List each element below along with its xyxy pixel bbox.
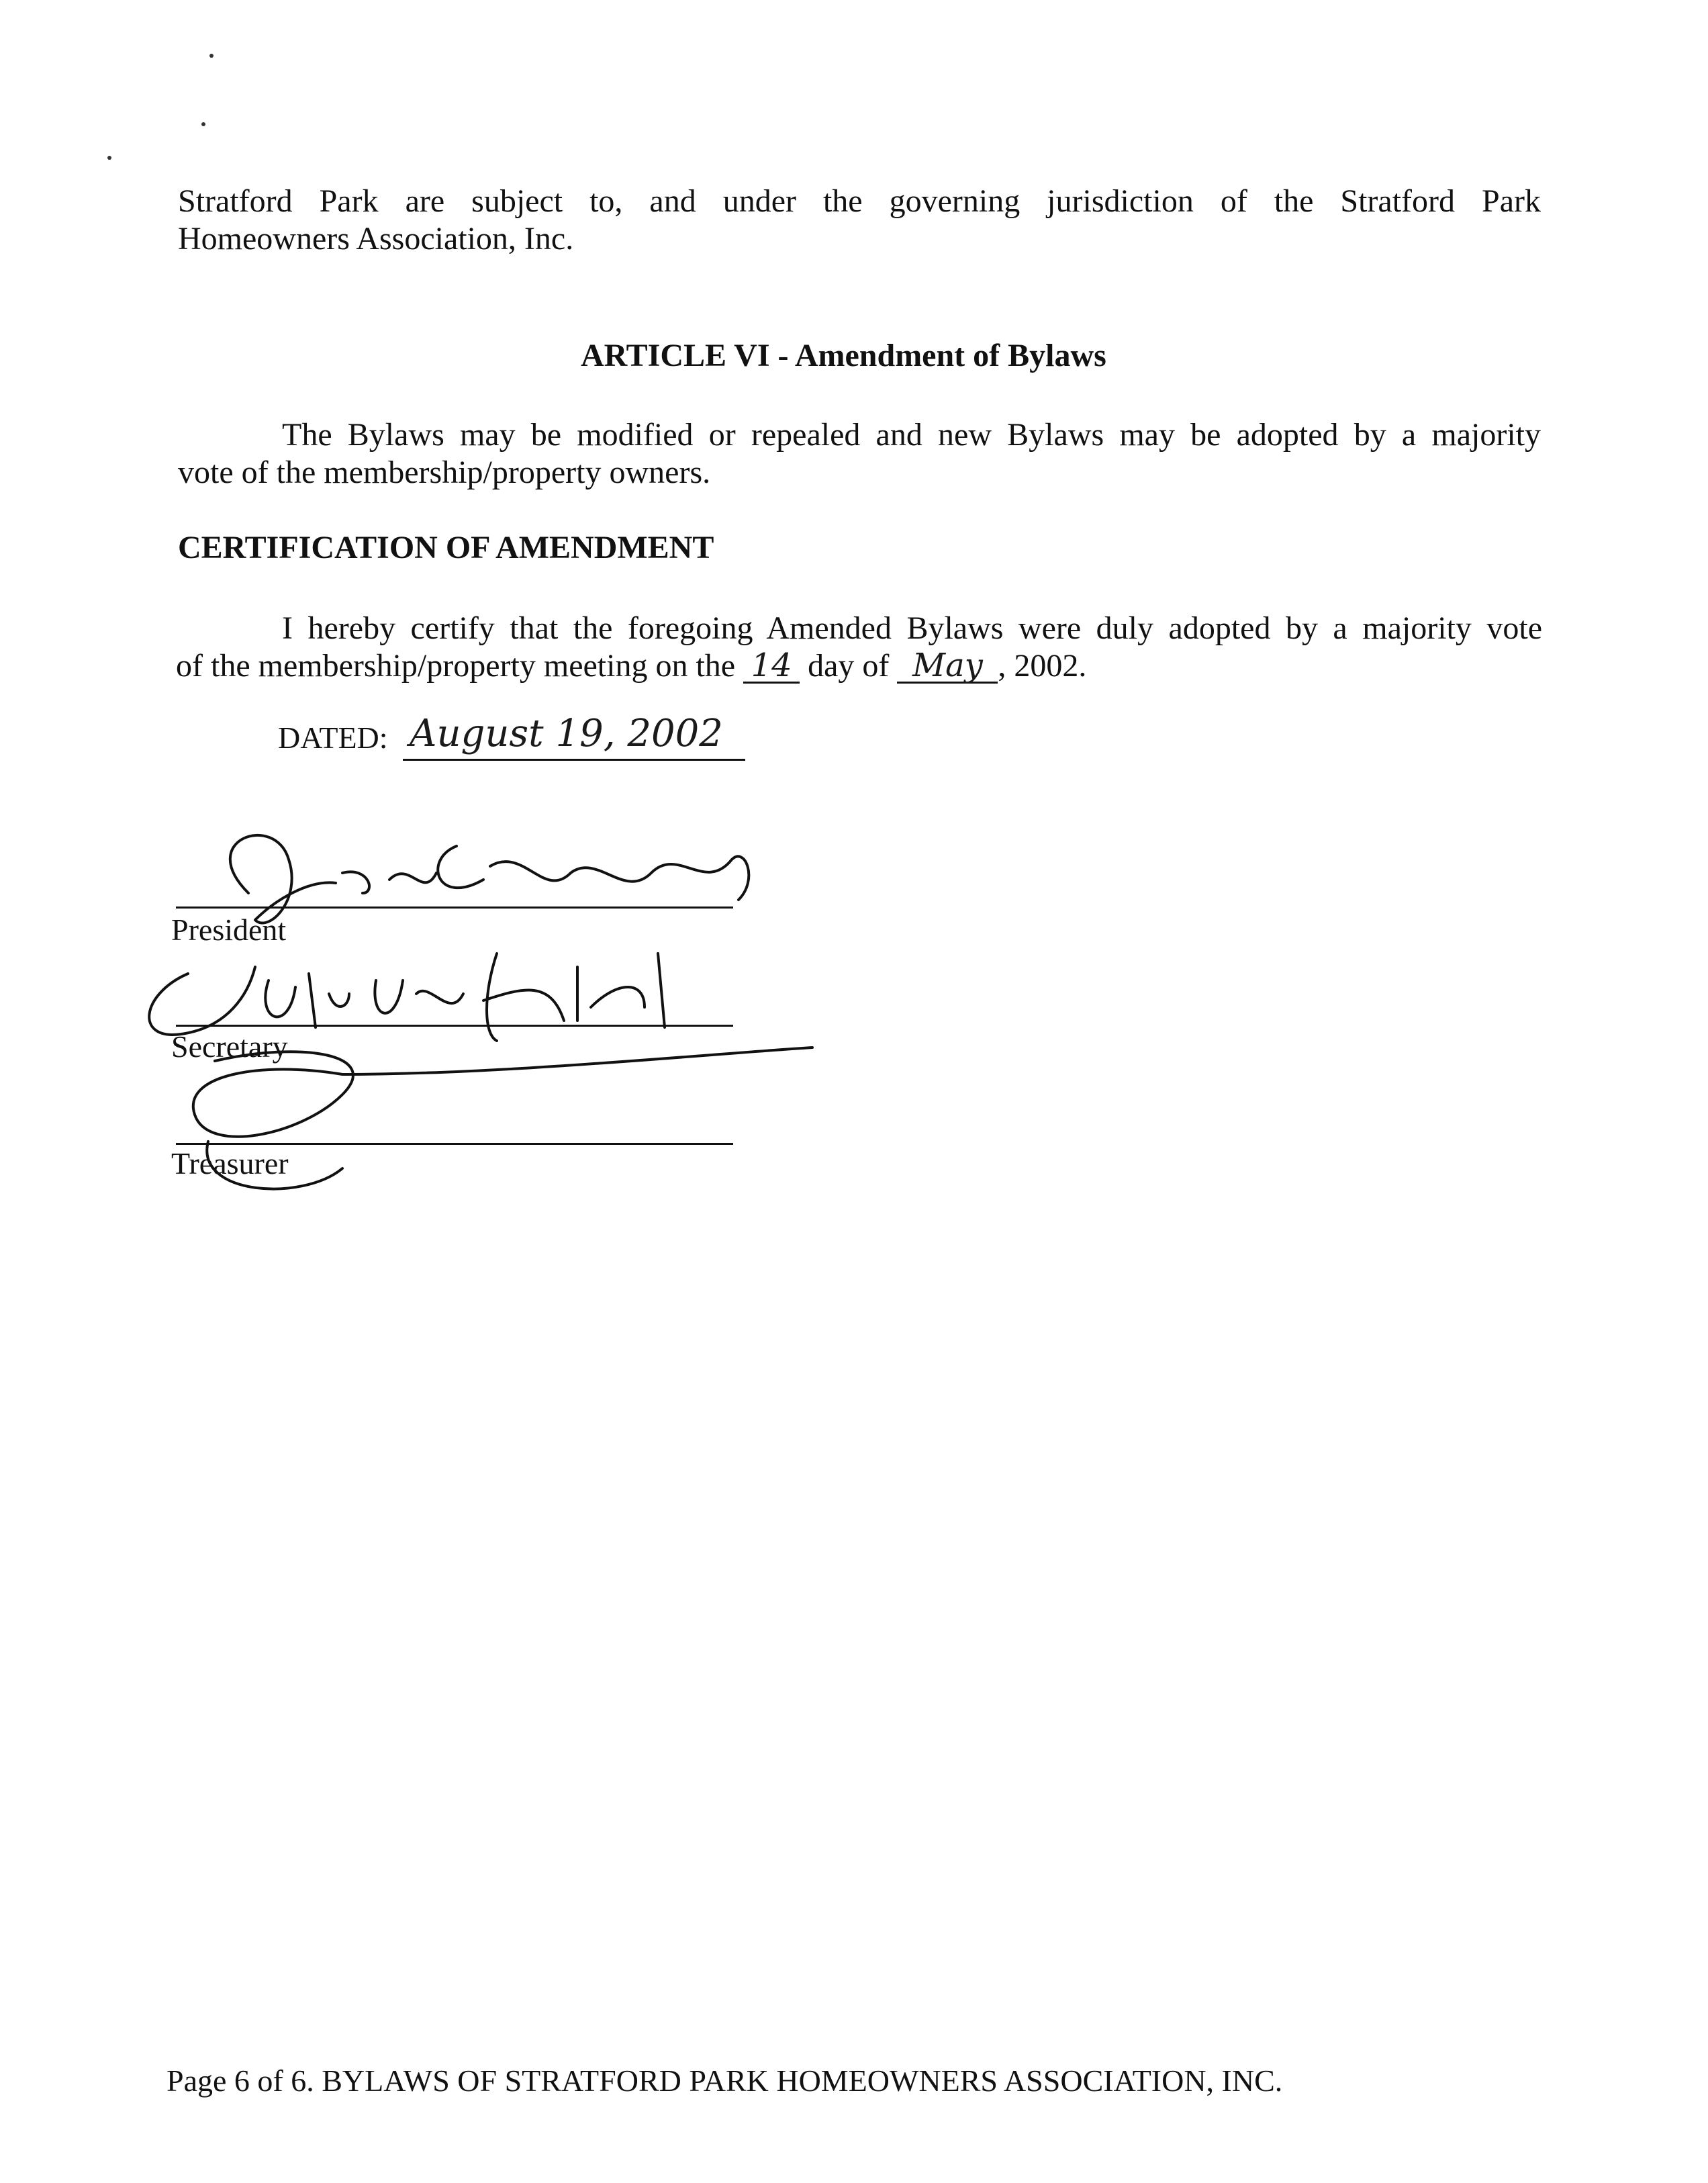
treasurer-label: Treasurer <box>171 1146 289 1180</box>
certification-line: I hereby certify that the foregoing Amended Bylaws were duly adopted by a majority vote <box>282 610 1542 646</box>
scan-speck <box>209 54 214 58</box>
treasurer-signature <box>168 1034 839 1209</box>
president-label: President <box>171 913 287 947</box>
president-signature-line <box>176 907 733 909</box>
article-line: vote of the membership/property owners. <box>178 455 711 490</box>
dated-underline <box>403 759 745 761</box>
intro-paragraph <box>178 183 1541 258</box>
dated-label: DATED: <box>278 721 388 755</box>
intro-line: Homeowners Association, Inc. <box>178 221 574 257</box>
article-paragraph <box>178 416 1541 492</box>
secretary-label: Secretary <box>171 1029 288 1064</box>
certification-heading: CERTIFICATION OF AMENDMENT <box>178 530 714 565</box>
certification-text: day of <box>808 648 890 684</box>
article-line: The Bylaws may be modified or repealed and new Bylaws may be adopted by a majority <box>282 417 1541 453</box>
certification-text: , 2002. <box>998 648 1087 684</box>
scan-speck <box>201 122 205 126</box>
article-heading: ARTICLE VI - Amendment of Bylaws <box>581 338 1106 373</box>
intro-line: Stratford Park are subject to, and under the governing jurisdiction of the Stratford Park <box>178 183 1541 219</box>
certification-line <box>176 647 1542 685</box>
page-footer: Page 6 of 6. BYLAWS OF STRATFORD PARK HOMEOWNERS ASSOCIATION, INC. <box>167 2063 1283 2098</box>
handwritten-day: 14 <box>743 649 800 684</box>
handwritten-month: May <box>897 649 998 684</box>
certification-text: of the membership/property meeting on the <box>176 648 736 684</box>
certification-paragraph <box>176 610 1542 685</box>
dated-handwritten: August 19, 2002 <box>410 712 723 755</box>
secretary-signature-line <box>176 1025 733 1027</box>
scan-speck <box>107 156 111 160</box>
treasurer-signature-line <box>176 1143 733 1145</box>
